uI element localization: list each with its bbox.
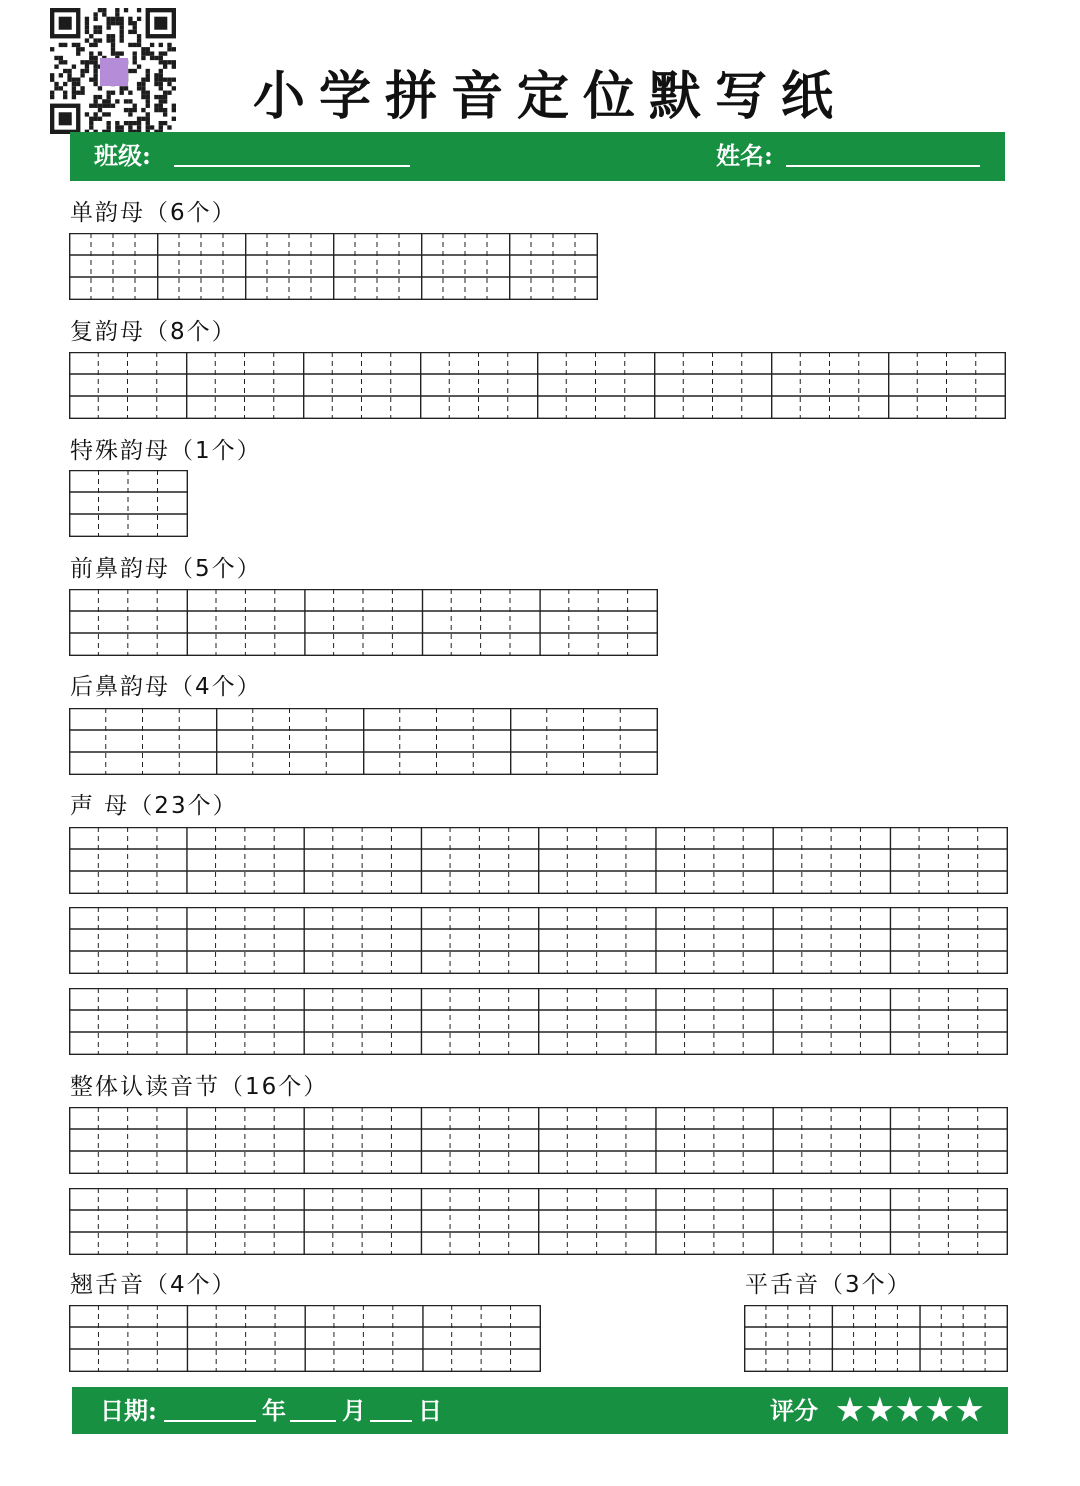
qr-module bbox=[80, 60, 84, 64]
qr-module bbox=[172, 117, 176, 121]
qr-module bbox=[163, 95, 167, 99]
qr-module bbox=[50, 47, 54, 51]
qr-module bbox=[163, 60, 167, 64]
qr-module bbox=[59, 60, 63, 64]
qr-module bbox=[137, 64, 141, 68]
qr-module bbox=[146, 91, 150, 95]
qr-module bbox=[111, 91, 115, 95]
qr-module bbox=[159, 86, 163, 90]
qr-module bbox=[89, 60, 93, 64]
qr-module bbox=[111, 51, 115, 55]
qr-module bbox=[150, 43, 154, 47]
qr-module bbox=[159, 82, 163, 86]
qr-module bbox=[102, 8, 106, 12]
qr-module bbox=[63, 69, 67, 73]
qr-module bbox=[154, 78, 158, 82]
qr-module bbox=[141, 108, 145, 112]
qr-module bbox=[93, 38, 97, 42]
qr-module bbox=[163, 108, 167, 112]
qr-module bbox=[102, 12, 106, 16]
qr-module bbox=[106, 125, 110, 129]
qr-module bbox=[124, 8, 128, 12]
qr-module bbox=[76, 47, 80, 51]
qr-module bbox=[93, 95, 97, 99]
qr-module bbox=[76, 78, 80, 82]
qr-module bbox=[102, 99, 106, 103]
name-blank[interactable] bbox=[786, 165, 980, 167]
qr-module bbox=[67, 73, 71, 77]
qr-module bbox=[128, 121, 132, 125]
qr-module bbox=[128, 108, 132, 112]
qr-module bbox=[72, 78, 76, 82]
qr-module bbox=[133, 51, 137, 55]
qr-module bbox=[172, 47, 176, 51]
qr-module bbox=[120, 34, 124, 38]
qr-module bbox=[167, 82, 171, 86]
qr-module bbox=[141, 78, 145, 82]
qr-module bbox=[89, 121, 93, 125]
qr-module bbox=[120, 25, 124, 29]
qr-module bbox=[106, 34, 110, 38]
qr-module bbox=[172, 60, 176, 64]
qr-module bbox=[159, 60, 163, 64]
qr-module bbox=[128, 69, 132, 73]
label-front-nasal: 前鼻韵母（5个） bbox=[70, 556, 262, 582]
qr-module bbox=[106, 91, 110, 95]
qr-module bbox=[154, 108, 158, 112]
qr-module bbox=[167, 78, 171, 82]
grid-retroflex[interactable] bbox=[69, 1305, 541, 1372]
qr-module bbox=[163, 121, 167, 125]
qr-module bbox=[128, 112, 132, 116]
label-special-final: 特殊韵母（1个） bbox=[70, 438, 262, 464]
qr-module bbox=[167, 125, 171, 129]
qr-module bbox=[172, 78, 176, 82]
qr-module bbox=[146, 73, 150, 77]
qr-module bbox=[128, 21, 132, 25]
qr-module bbox=[141, 56, 145, 60]
qr-module bbox=[63, 95, 67, 99]
qr-module bbox=[120, 21, 124, 25]
qr-module bbox=[128, 125, 132, 129]
page-title: 小学拼音定位默写纸 bbox=[252, 66, 847, 127]
qr-module bbox=[72, 91, 76, 95]
qr-module bbox=[167, 91, 171, 95]
qr-module bbox=[98, 25, 102, 29]
label-initials: 声 母（23个） bbox=[70, 793, 238, 819]
qr-module bbox=[98, 104, 102, 108]
qr-module bbox=[111, 17, 115, 21]
qr-module bbox=[89, 78, 93, 82]
qr-module bbox=[93, 43, 97, 47]
qr-module bbox=[124, 121, 128, 125]
qr-module bbox=[115, 51, 119, 55]
day-blank[interactable] bbox=[370, 1420, 412, 1422]
qr-module bbox=[80, 86, 84, 90]
qr-module bbox=[106, 25, 110, 29]
qr-module bbox=[133, 104, 137, 108]
qr-module bbox=[89, 104, 93, 108]
qr-module bbox=[102, 104, 106, 108]
qr-module bbox=[59, 56, 63, 60]
qr-module bbox=[115, 17, 119, 21]
qr-module bbox=[50, 78, 54, 82]
qr-module bbox=[76, 91, 80, 95]
grid-flat-tongue[interactable] bbox=[744, 1305, 1008, 1372]
qr-module bbox=[76, 43, 80, 47]
qr-module bbox=[163, 78, 167, 82]
qr-module bbox=[93, 69, 97, 73]
qr-module bbox=[150, 51, 154, 55]
qr-module bbox=[93, 25, 97, 29]
grid-compound-finals[interactable] bbox=[69, 352, 1006, 419]
qr-module bbox=[85, 30, 89, 34]
qr-module bbox=[137, 43, 141, 47]
qr-module bbox=[54, 82, 58, 86]
qr-module bbox=[120, 86, 124, 90]
grid-back-nasal[interactable] bbox=[69, 708, 658, 775]
qr-module bbox=[137, 125, 141, 129]
qr-module bbox=[115, 8, 119, 12]
grid-special-final[interactable] bbox=[69, 470, 188, 537]
qr-module bbox=[163, 64, 167, 68]
qr-module bbox=[159, 104, 163, 108]
qr-module bbox=[172, 108, 176, 112]
qr-module bbox=[133, 56, 137, 60]
qr-module bbox=[85, 69, 89, 73]
qr-module bbox=[63, 43, 67, 47]
qr-module bbox=[89, 125, 93, 129]
qr-module bbox=[54, 86, 58, 90]
class-blank[interactable] bbox=[174, 165, 410, 167]
footer-bar bbox=[72, 1387, 1008, 1434]
qr-module bbox=[124, 86, 128, 90]
qr-module bbox=[72, 64, 76, 68]
qr-module bbox=[106, 21, 110, 25]
qr-module bbox=[137, 86, 141, 90]
qr-module bbox=[141, 82, 145, 86]
qr-finder-core bbox=[154, 17, 167, 30]
qr-module bbox=[172, 86, 176, 90]
qr-module bbox=[146, 78, 150, 82]
qr-module bbox=[67, 78, 71, 82]
grid-front-nasal[interactable] bbox=[69, 589, 658, 656]
qr-module bbox=[159, 99, 163, 103]
qr-module bbox=[159, 51, 163, 55]
qr-module bbox=[128, 99, 132, 103]
qr-module bbox=[154, 82, 158, 86]
qr-module bbox=[137, 38, 141, 42]
qr-module bbox=[167, 43, 171, 47]
qr-module bbox=[80, 47, 84, 51]
label-compound-finals: 复韵母（8个） bbox=[70, 319, 237, 345]
qr-module bbox=[98, 51, 102, 55]
grid-whole-syllables-row-2[interactable] bbox=[69, 1188, 1008, 1255]
label-flat-tongue: 平舌音（3个） bbox=[745, 1272, 912, 1298]
qr-module bbox=[167, 47, 171, 51]
qr-module bbox=[63, 91, 67, 95]
qr-module bbox=[93, 117, 97, 121]
qr-module bbox=[159, 121, 163, 125]
qr-module bbox=[63, 60, 67, 64]
qr-module bbox=[154, 73, 158, 77]
qr-module bbox=[59, 86, 63, 90]
qr-module bbox=[54, 64, 58, 68]
qr-module bbox=[111, 43, 115, 47]
qr-module bbox=[93, 82, 97, 86]
label-retroflex: 翘舌音（4个） bbox=[70, 1272, 237, 1298]
qr-module bbox=[128, 17, 132, 21]
qr-module bbox=[141, 91, 145, 95]
qr-module bbox=[120, 38, 124, 42]
qr-module bbox=[137, 17, 141, 21]
grid-initials-row-3[interactable] bbox=[69, 988, 1008, 1055]
qr-module bbox=[146, 104, 150, 108]
qr-module bbox=[80, 69, 84, 73]
rating-stars[interactable]: ★★★★★ bbox=[836, 1393, 986, 1428]
qr-module bbox=[106, 38, 110, 42]
qr-module bbox=[111, 104, 115, 108]
qr-module bbox=[167, 60, 171, 64]
qr-module bbox=[85, 38, 89, 42]
qr-module bbox=[159, 56, 163, 60]
qr-module bbox=[72, 95, 76, 99]
qr-module bbox=[106, 95, 110, 99]
qr-module bbox=[150, 125, 154, 129]
qr-logo bbox=[100, 58, 128, 86]
qr-module bbox=[93, 56, 97, 60]
qr-module bbox=[85, 17, 89, 21]
class-label: 班级: bbox=[94, 141, 151, 170]
qr-module bbox=[172, 104, 176, 108]
qr-module bbox=[120, 51, 124, 55]
qr-module bbox=[98, 86, 102, 90]
qr-module bbox=[85, 21, 89, 25]
qr-module bbox=[93, 99, 97, 103]
qr-module bbox=[146, 95, 150, 99]
qr-module bbox=[159, 69, 163, 73]
qr-module bbox=[93, 12, 97, 16]
qr-module bbox=[133, 108, 137, 112]
qr-module bbox=[93, 104, 97, 108]
qr-module bbox=[137, 8, 141, 12]
qr-module bbox=[98, 95, 102, 99]
qr-module bbox=[159, 95, 163, 99]
qr-module bbox=[93, 73, 97, 77]
qr-module bbox=[137, 121, 141, 125]
qr-module bbox=[159, 78, 163, 82]
qr-module bbox=[98, 117, 102, 121]
qr-module bbox=[93, 78, 97, 82]
qr-module bbox=[133, 43, 137, 47]
qr-code bbox=[48, 8, 178, 134]
qr-module bbox=[93, 30, 97, 34]
qr-module bbox=[154, 95, 158, 99]
qr-module bbox=[128, 30, 132, 34]
qr-module bbox=[50, 73, 54, 77]
qr-module bbox=[67, 69, 71, 73]
qr-module bbox=[150, 56, 154, 60]
header-bar bbox=[70, 132, 1005, 181]
qr-module bbox=[146, 125, 150, 129]
qr-module bbox=[106, 104, 110, 108]
qr-module bbox=[115, 125, 119, 129]
score-label: 评分 bbox=[770, 1396, 818, 1425]
qr-module bbox=[80, 91, 84, 95]
qr-module bbox=[133, 21, 137, 25]
qr-module bbox=[89, 56, 93, 60]
qr-finder-core bbox=[59, 112, 72, 125]
qr-module bbox=[89, 43, 93, 47]
qr-module bbox=[93, 112, 97, 116]
qr-module bbox=[159, 108, 163, 112]
qr-module bbox=[89, 34, 93, 38]
qr-module bbox=[85, 60, 89, 64]
grid-initials-row-2[interactable] bbox=[69, 907, 1008, 974]
qr-module bbox=[120, 17, 124, 21]
date-label: 日期: bbox=[100, 1396, 157, 1425]
qr-module bbox=[133, 25, 137, 29]
qr-module bbox=[146, 47, 150, 51]
qr-module bbox=[115, 21, 119, 25]
qr-module bbox=[163, 112, 167, 116]
year-label: 年 bbox=[262, 1396, 286, 1425]
qr-module bbox=[146, 121, 150, 125]
qr-module bbox=[172, 64, 176, 68]
day-label: 日 bbox=[418, 1396, 442, 1425]
qr-module bbox=[159, 43, 163, 47]
qr-module bbox=[59, 43, 63, 47]
qr-module bbox=[159, 73, 163, 77]
qr-module bbox=[72, 43, 76, 47]
qr-module bbox=[89, 51, 93, 55]
month-label: 月 bbox=[342, 1396, 366, 1425]
qr-module bbox=[133, 30, 137, 34]
qr-module bbox=[50, 95, 54, 99]
qr-module bbox=[133, 69, 137, 73]
qr-module bbox=[115, 121, 119, 125]
qr-module bbox=[102, 112, 106, 116]
qr-module bbox=[115, 99, 119, 103]
qr-module bbox=[106, 99, 110, 103]
qr-module bbox=[146, 99, 150, 103]
qr-module bbox=[63, 82, 67, 86]
grid-whole-syllables-row-1[interactable] bbox=[69, 1107, 1008, 1174]
qr-module bbox=[72, 82, 76, 86]
qr-module bbox=[141, 117, 145, 121]
qr-module bbox=[124, 108, 128, 112]
qr-module bbox=[106, 17, 110, 21]
name-label: 姓名: bbox=[716, 141, 773, 170]
year-blank[interactable] bbox=[164, 1420, 256, 1422]
qr-module bbox=[133, 60, 137, 64]
grid-initials-row-1[interactable] bbox=[69, 827, 1008, 894]
qr-module bbox=[154, 56, 158, 60]
label-single-finals: 单韵母（6个） bbox=[70, 200, 237, 226]
qr-module bbox=[146, 112, 150, 116]
qr-module bbox=[85, 64, 89, 68]
qr-module bbox=[80, 73, 84, 77]
qr-module bbox=[106, 112, 110, 116]
qr-module bbox=[93, 60, 97, 64]
qr-module bbox=[76, 51, 80, 55]
qr-module bbox=[137, 82, 141, 86]
qr-module bbox=[141, 47, 145, 51]
qr-module bbox=[111, 34, 115, 38]
qr-module bbox=[111, 21, 115, 25]
qr-module bbox=[85, 112, 89, 116]
qr-module bbox=[124, 99, 128, 103]
qr-module bbox=[137, 117, 141, 121]
qr-module bbox=[76, 82, 80, 86]
label-back-nasal: 后鼻韵母（4个） bbox=[70, 674, 262, 700]
qr-module bbox=[98, 8, 102, 12]
qr-module bbox=[98, 108, 102, 112]
qr-module bbox=[128, 91, 132, 95]
qr-module bbox=[111, 38, 115, 42]
qr-module bbox=[89, 117, 93, 121]
qr-module bbox=[128, 43, 132, 47]
qr-module bbox=[106, 121, 110, 125]
qr-module bbox=[59, 73, 63, 77]
qr-module bbox=[111, 47, 115, 51]
qr-module bbox=[98, 38, 102, 42]
qr-module bbox=[120, 91, 124, 95]
qr-module bbox=[146, 69, 150, 73]
qr-module bbox=[93, 17, 97, 21]
grid-single-finals[interactable] bbox=[69, 233, 598, 300]
qr-module bbox=[137, 34, 141, 38]
qr-module bbox=[163, 51, 167, 55]
qr-module bbox=[93, 64, 97, 68]
qr-module bbox=[120, 125, 124, 129]
qr-module bbox=[141, 51, 145, 55]
qr-module bbox=[163, 91, 167, 95]
qr-module bbox=[159, 125, 163, 129]
qr-module bbox=[154, 104, 158, 108]
qr-finder-core bbox=[59, 17, 72, 30]
qr-module bbox=[141, 95, 145, 99]
qr-module bbox=[133, 121, 137, 125]
qr-module bbox=[146, 117, 150, 121]
qr-module bbox=[163, 99, 167, 103]
qr-module bbox=[115, 12, 119, 16]
month-blank[interactable] bbox=[290, 1420, 336, 1422]
qr-module bbox=[141, 86, 145, 90]
qr-module bbox=[50, 91, 54, 95]
qr-module bbox=[85, 25, 89, 29]
qr-module bbox=[98, 30, 102, 34]
qr-module bbox=[120, 30, 124, 34]
qr-module bbox=[72, 86, 76, 90]
qr-module bbox=[146, 51, 150, 55]
qr-module bbox=[54, 56, 58, 60]
label-whole-syllables: 整体认读音节（16个） bbox=[70, 1074, 329, 1100]
